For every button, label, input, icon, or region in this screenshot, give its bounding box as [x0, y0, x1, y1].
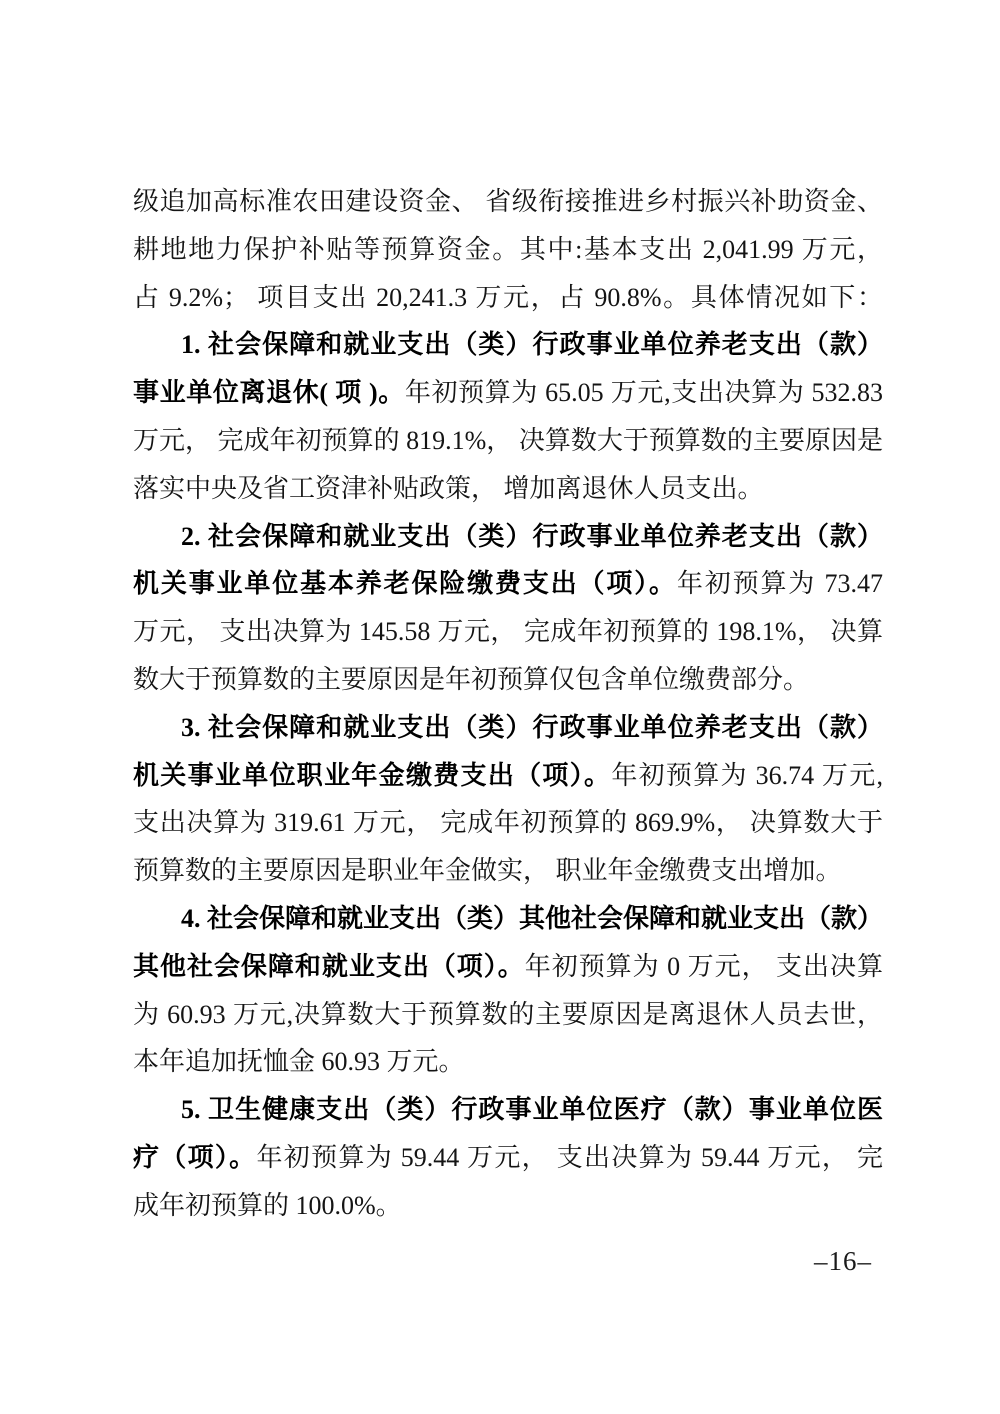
text-run: 年初预算为 59.44 万元， 支出决算为 59.44 万元， 完	[256, 1142, 883, 1172]
text-run-bold: 5. 卫生健康支出（类）行政事业单位医疗（款）事业单位医	[181, 1095, 883, 1125]
text-line	[133, 704, 883, 752]
text-run: 成年初预算的 100.0%。	[133, 1190, 402, 1220]
text-line	[133, 417, 883, 465]
text-line	[133, 1182, 883, 1230]
text-line	[133, 1134, 883, 1182]
text-run: 预算数的主要原因是职业年金做实， 职业年金缴费支出增加。	[133, 856, 842, 886]
text-line	[133, 943, 883, 991]
text-run: 耕地地力保护补贴等预算资金。其中:基本支出 2,041.99 万元，	[133, 234, 883, 264]
document-body	[133, 178, 883, 1230]
text-line	[133, 274, 883, 322]
text-run-bold: 其他社会保障和就业支出（项）。	[133, 951, 525, 981]
text-line	[133, 895, 883, 943]
text-line	[133, 799, 883, 847]
text-run-bold: 1. 社会保障和就业支出（类）行政事业单位养老支出（款）	[181, 330, 883, 360]
text-run-bold: 3. 社会保障和就业支出（类）行政事业单位养老支出（款）	[181, 712, 883, 742]
text-run: 占 9.2%； 项目支出 20,241.3 万元，占 90.8%。具体情况如下：	[133, 282, 883, 312]
text-line	[133, 991, 883, 1039]
text-line	[133, 560, 883, 608]
text-run: 年初预算为 73.47	[676, 569, 883, 599]
text-run: 落实中央及省工资津补贴政策， 增加离退休人员支出。	[133, 473, 764, 503]
text-line	[133, 608, 883, 656]
text-line	[133, 513, 883, 561]
text-line	[133, 369, 883, 417]
text-run: 级追加高标准农田建设资金、 省级衔接推进乡村振兴补助资金、	[133, 187, 883, 216]
text-run-bold: 4. 社会保障和就业支出（类）其他社会保障和就业支出（款）	[181, 903, 884, 933]
text-line	[133, 752, 883, 800]
text-line	[133, 1086, 883, 1134]
text-run-bold: 2. 社会保障和就业支出（类）行政事业单位养老支出（款）	[181, 521, 883, 551]
text-line	[133, 656, 883, 704]
text-line	[133, 847, 883, 895]
text-run-bold: 机关事业单位职业年金缴费支出（项）。	[133, 760, 612, 790]
text-run: 年初预算为 65.05 万元,支出决算为 532.83	[404, 378, 883, 408]
text-line	[133, 178, 883, 226]
text-run-bold: 疗（项）。	[133, 1142, 257, 1172]
text-run: 本年追加抚恤金 60.93 万元。	[133, 1047, 465, 1077]
text-run-bold: 事业单位离退休( 项 )。	[133, 378, 405, 408]
text-run: 为 60.93 万元,决算数大于预算数的主要原因是离退休人员去世，	[133, 999, 883, 1029]
text-run: 万元， 支出决算为 145.58 万元， 完成年初预算的 198.1%， 决算	[133, 617, 883, 647]
text-run: 年初预算为 0 万元， 支出决算	[524, 951, 883, 981]
text-run: 年初预算为 36.74 万元,	[611, 760, 883, 790]
text-line	[133, 1038, 883, 1086]
text-run-bold: 机关事业单位基本养老保险缴费支出（项）。	[133, 569, 677, 599]
text-line	[133, 321, 883, 369]
text-run: 数大于预算数的主要原因是年初预算仅包含单位缴费部分。	[133, 664, 810, 694]
text-line	[133, 465, 883, 513]
text-line	[133, 226, 883, 274]
text-run: 支出决算为 319.61 万元， 完成年初预算的 869.9%， 决算数大于	[133, 808, 883, 838]
text-run: 万元， 完成年初预算的 819.1%， 决算数大于预算数的主要原因是	[133, 425, 883, 455]
page-number: –16–	[814, 1246, 872, 1276]
